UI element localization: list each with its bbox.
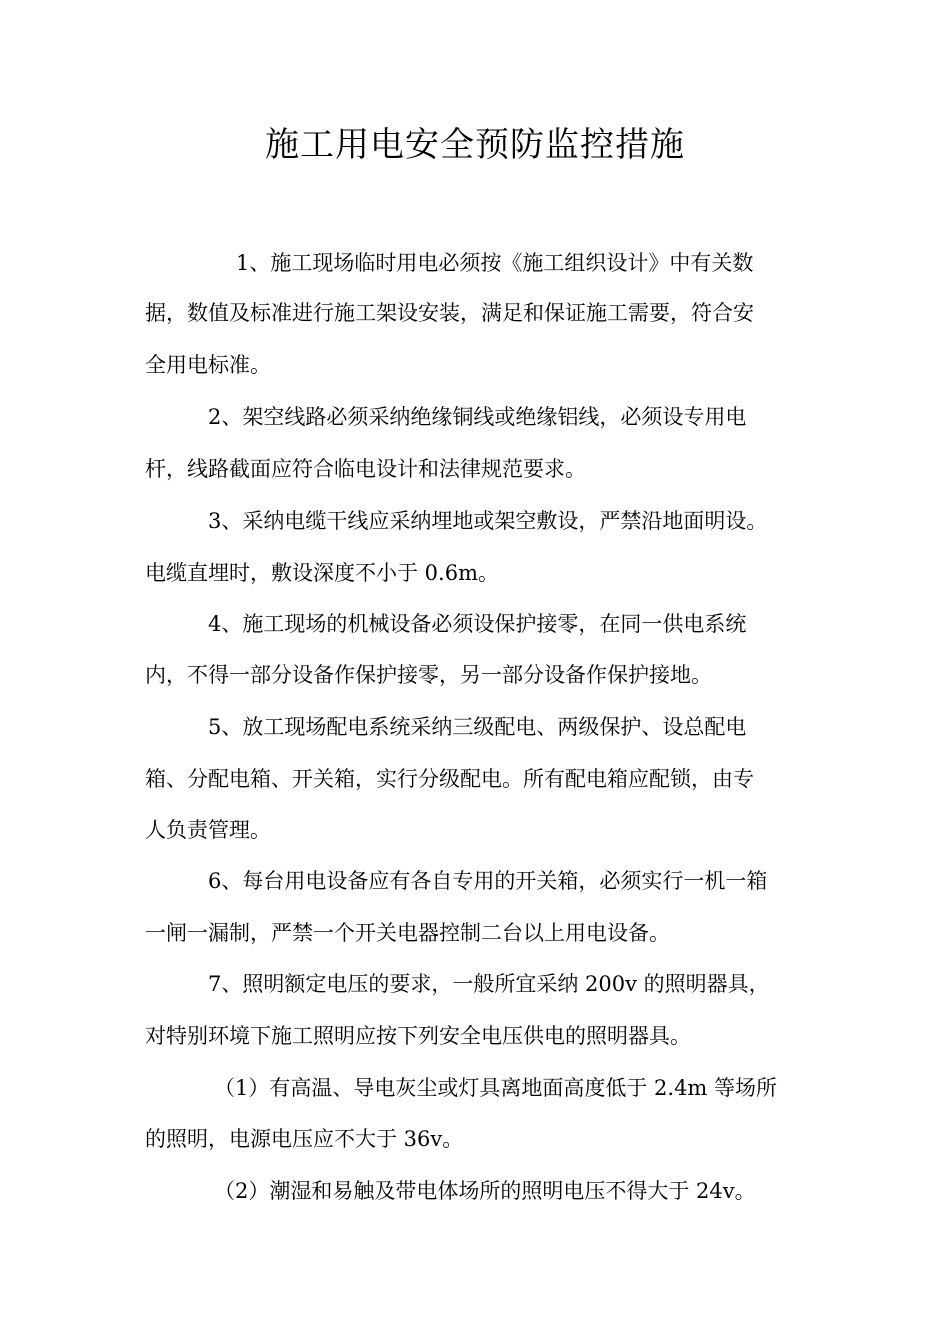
paragraph-1-line-2: 据，数值及标准进行施工架设安装，满足和保证施工需要，符合安 xyxy=(145,301,754,325)
paragraph-5-line-1: 5、放工现场配电系统采纳三级配电、两级保护、设总配电 xyxy=(208,715,747,739)
sub-item-1-line-2: 的照明，电源电压应不大于 36v。 xyxy=(145,1127,464,1151)
paragraph-6-line-2: 一闸一漏制，严禁一个开关电器控制二台以上用电设备。 xyxy=(145,921,670,945)
paragraph-2-line-1: 2、架空线路必须采纳绝缘铜线或绝缘铝线，必须设专用电 xyxy=(208,405,747,429)
paragraph-2-line-2: 杆，线路截面应符合临电设计和法律规范要求。 xyxy=(145,457,586,481)
paragraph-3-line-2: 电缆直埋时，敷设深度不小于 0.6m。 xyxy=(145,561,499,585)
paragraph-5-line-2: 箱、分配电箱、开关箱，实行分级配电。所有配电箱应配锁，由专 xyxy=(145,767,754,791)
sub-item-2-line-1: （2）潮湿和易触及带电体场所的照明电压不得大于 24v。 xyxy=(214,1179,756,1203)
sub-item-1-line-1: （1）有高温、导电灰尘或灯具离地面高度低于 2.4m 等场所 xyxy=(214,1076,778,1100)
paragraph-6-line-1: 6、每台用电设备应有各自专用的开关箱，必须实行一机一箱 xyxy=(208,869,768,893)
paragraph-5-line-3: 人负责管理。 xyxy=(145,818,271,842)
paragraph-4-line-2: 内，不得一部分设备作保护接零，另一部分设备作保护接地。 xyxy=(145,663,712,687)
paragraph-7-line-2: 对特别环境下施工照明应按下列安全电压供电的照明器具。 xyxy=(145,1024,691,1048)
document-title: 施工用电安全预防监控措施 xyxy=(265,125,685,165)
paragraph-7-line-1: 7、照明额定电压的要求，一般所宜采纳 200v 的照明器具， xyxy=(208,972,770,996)
paragraph-3-line-1: 3、采纳电缆干线应采纳埋地或架空敷设，严禁沿地面明设。 xyxy=(208,509,768,533)
paragraph-1-line-3: 全用电标准。 xyxy=(145,353,271,377)
paragraph-1-line-1: 1、施工现场临时用电必须按《施工组织设计》中有关数 xyxy=(236,251,754,275)
paragraph-4-line-1: 4、施工现场的机械设备必须设保护接零，在同一供电系统 xyxy=(208,612,747,636)
